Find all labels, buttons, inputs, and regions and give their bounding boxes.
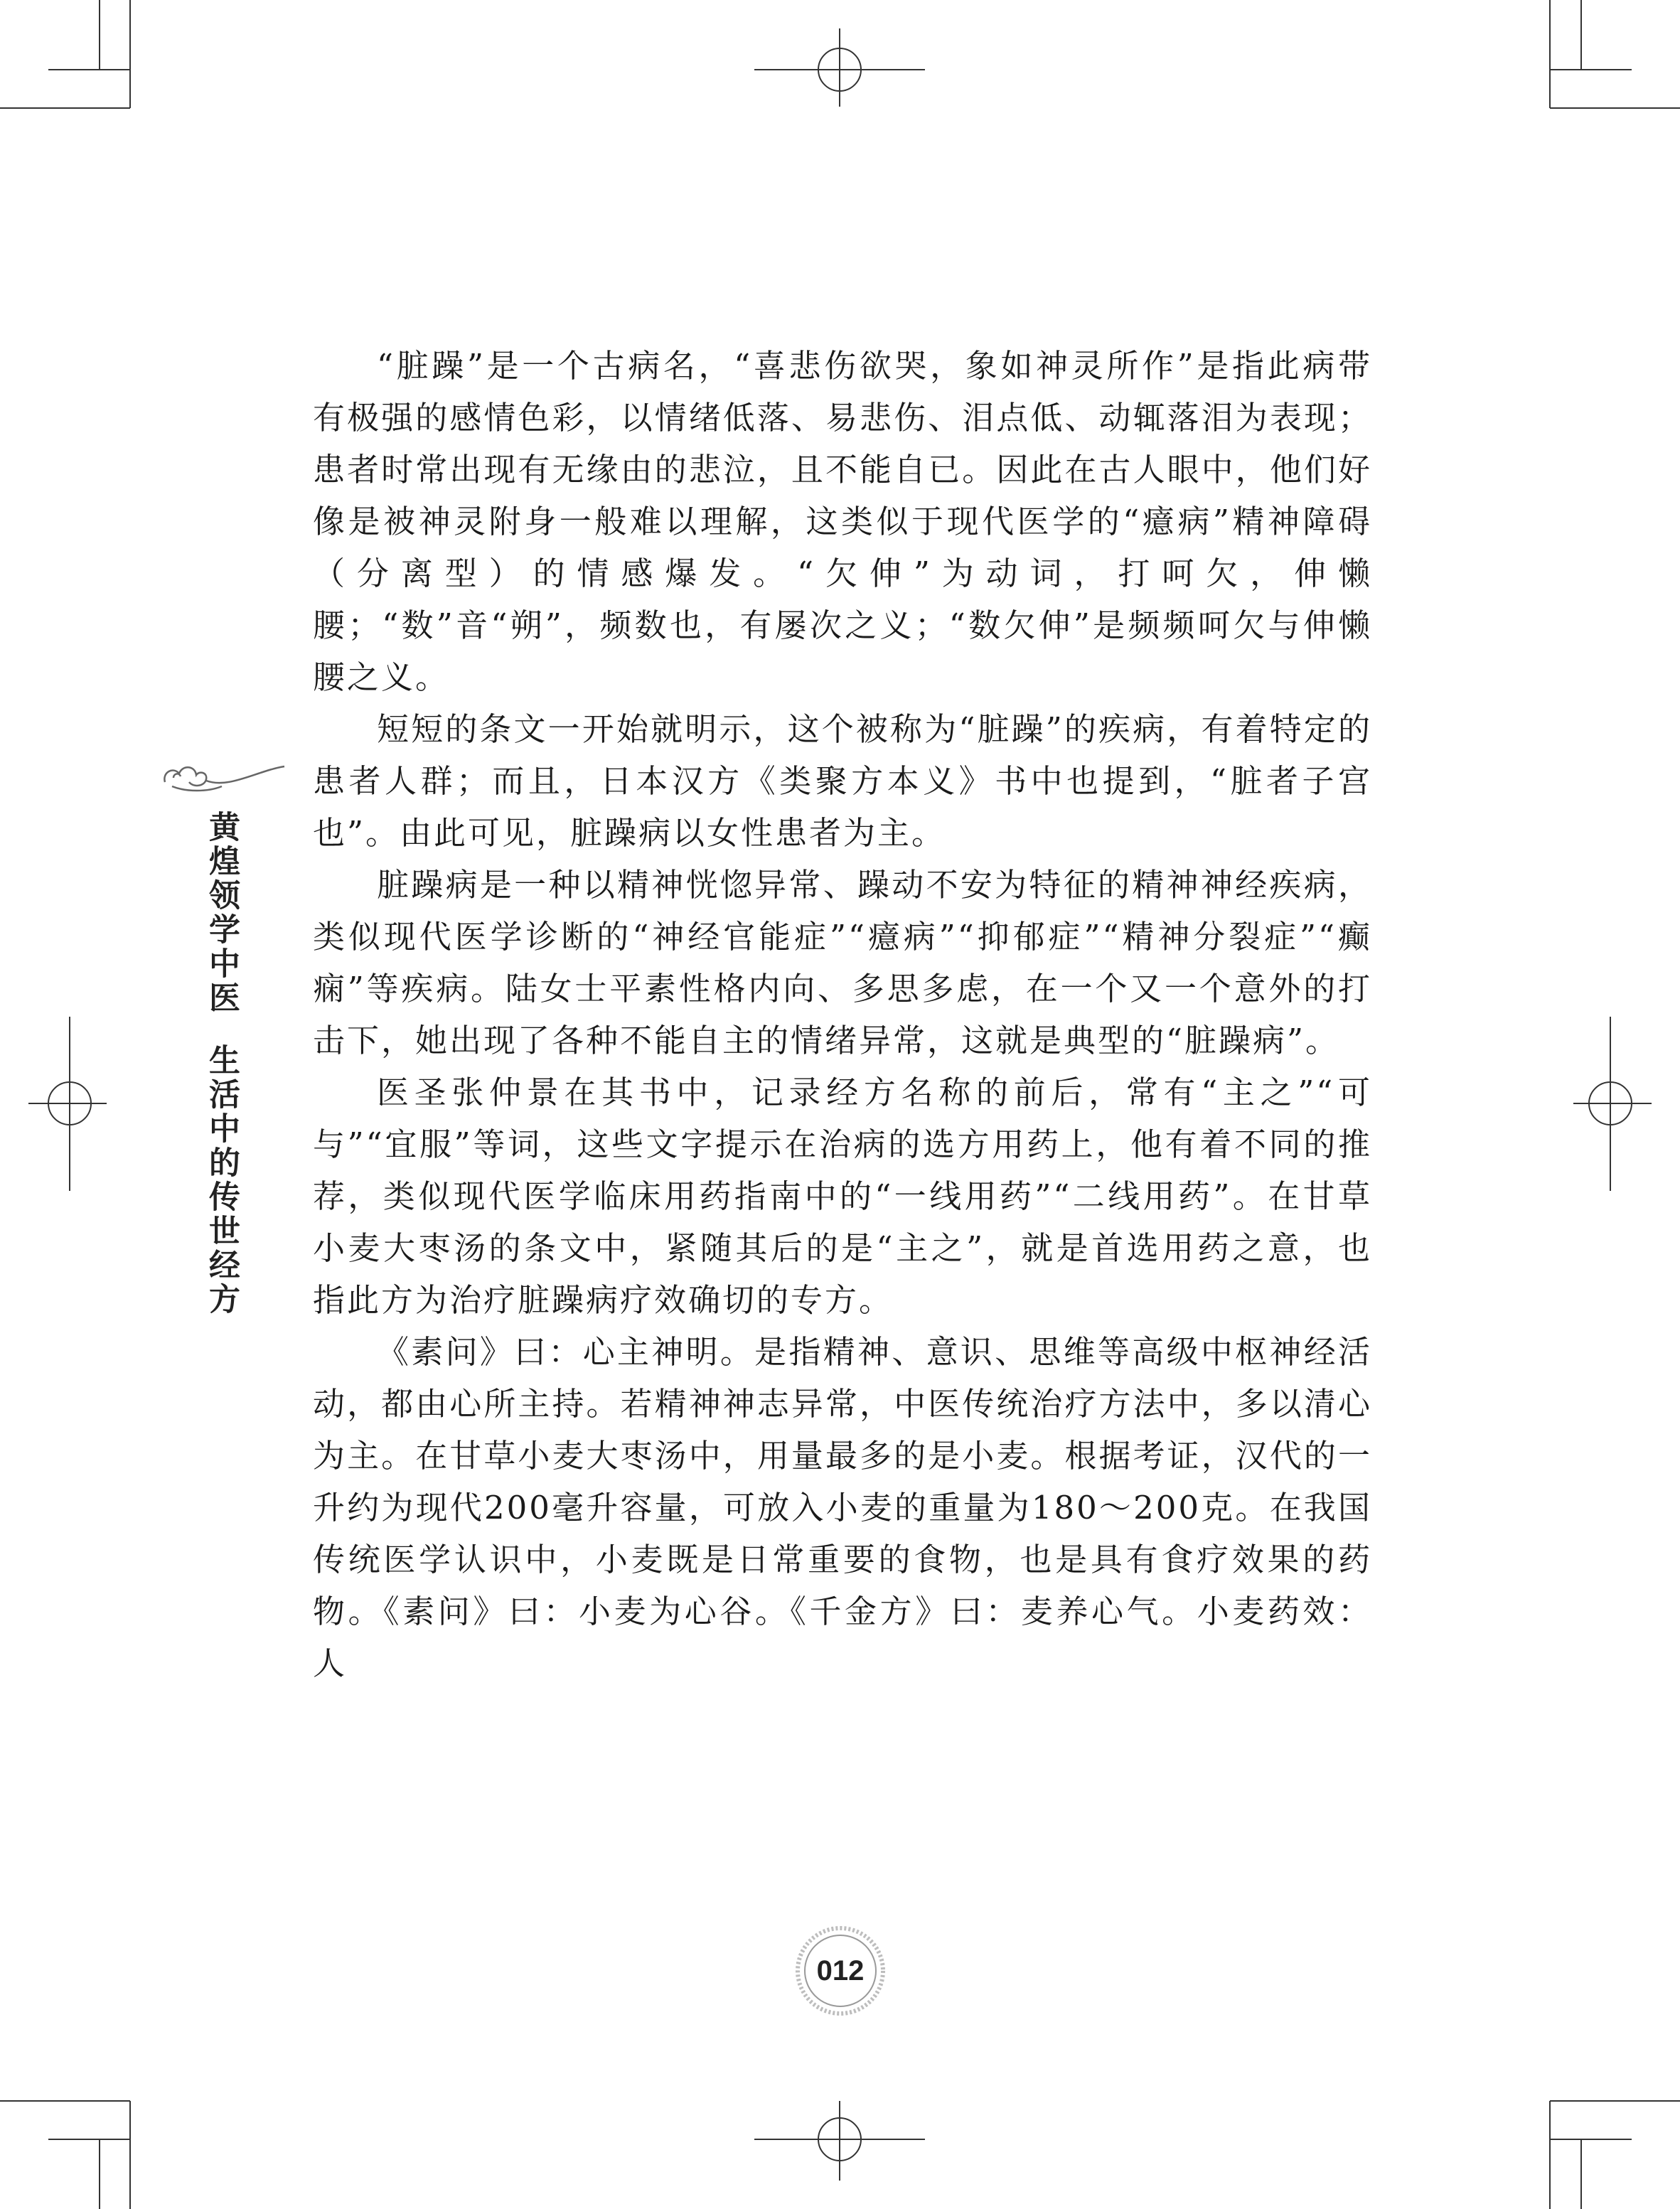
paragraph: 医圣张仲景在其书中，记录经方名称的前后，常有“主之”“可与”“宜服”等词，这些文字提示在治病的选方用药上，他有着不同的推荐，类似现代医学临床用药指南中的“一线用药”“二线用药”。在甘草小麦大枣汤的条文中，紧随其后的是“主之”，就是首选用药之意，也指此方为治疗脏躁病疗效确切的专方。 xyxy=(313,1074,1372,1319)
page-number: 012 xyxy=(816,1954,865,1986)
book-subtitle: 生活中的传世经方 xyxy=(203,1044,240,1317)
page-number-badge xyxy=(792,1922,889,2019)
book-title: 黄煌领学中医 xyxy=(203,811,240,1015)
main-text xyxy=(313,340,1372,1689)
paragraph: 脏躁病是一种以精神恍惚异常、躁动不安为特征的精神神经疾病，类似现代医学诊断的“神经官能症”“癔病”“抑郁症”“精神分裂症”“癫痫”等疾病。陆女士平素性格内向、多思多虑，在一个又一个意外的打击下，她出现了各种不能自主的情绪异常，这就是典型的“脏躁病”。 xyxy=(313,866,1372,1059)
paragraph: “脏躁”是一个古病名，“喜悲伤欲哭，象如神灵所作”是指此病带有极强的感情色彩，以情绪低落、易悲伤、泪点低、动辄落泪为表现；患者时常出现有无缘由的悲泣，且不能自已。因此在古人眼中，他们好像是被神灵附身一般难以理解，这类似于现代医学的“癔病”精神障碍（分离型）的情感爆发。“欠伸”为动词，打呵欠，伸懒腰；“数”音“朔”，频数也，有屡次之义；“数欠伸”是频频呵欠与伸懒腰之义。 xyxy=(313,347,1372,696)
book-title-sidebar xyxy=(198,811,240,1317)
cloud-ornament-icon xyxy=(158,756,286,795)
paragraph: 短短的条文一开始就明示，这个被称为“脏躁”的疾病，有着特定的患者人群；而且，日本汉方《类聚方本义》书中也提到，“脏者子宫也”。由此可见，脏躁病以女性患者为主。 xyxy=(313,710,1372,852)
paragraph: 《素问》曰：心主神明。是指精神、意识、思维等高级中枢神经活动，都由心所主持。若精神神志异常，中医传统治疗方法中，多以清心为主。在甘草小麦大枣汤中，用量最多的是小麦。根据考证，汉代的一升约为现代200毫升容量，可放入小麦的重量为180～200克。在我国传统医学认识中，小麦既是日常重要的食物，也是具有食疗效果的药物。《素问》曰：小麦为心谷。《千金方》曰：麦养心气。小麦药效：人 xyxy=(313,1333,1372,1682)
